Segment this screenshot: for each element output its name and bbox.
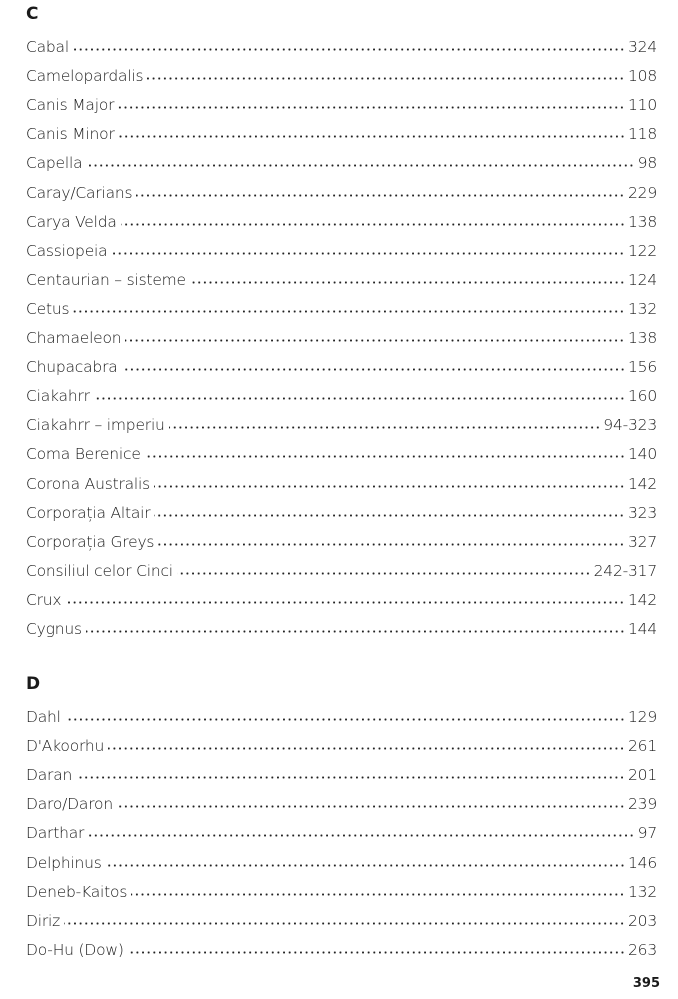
entry-page: 140 (628, 445, 657, 464)
dot-leader (65, 592, 625, 604)
index-entry (26, 697, 657, 726)
dot-leader (177, 563, 591, 575)
entry-name: Diriz (26, 911, 61, 930)
dot-leader (136, 185, 625, 197)
index-entry (26, 872, 657, 901)
index-entry (26, 434, 657, 463)
dot-leader (64, 913, 625, 925)
entry-name: Caray/Carians (26, 183, 133, 202)
dot-leader (125, 330, 625, 342)
dot-leader (65, 709, 625, 721)
entry-page: 138 (628, 212, 657, 231)
page-number: 395 (632, 976, 660, 991)
entry-name: Cabal (26, 38, 69, 57)
entry-page: 201 (628, 766, 657, 785)
entry-name: Ciakahrr – imperiu (26, 416, 165, 435)
dot-leader (119, 126, 625, 138)
entry-name: Corporația Altair (26, 503, 151, 522)
index-entry (26, 376, 657, 405)
entry-name: Deneb-Kaitos (26, 882, 128, 901)
entry-page: 229 (628, 183, 657, 202)
entry-page: 144 (628, 619, 657, 638)
dot-leader (73, 39, 625, 51)
entry-page: 132 (628, 882, 657, 901)
index-entry (26, 347, 657, 376)
entry-page: 142 (628, 590, 657, 609)
index-entry (26, 522, 657, 551)
entry-name: Daran (26, 766, 73, 785)
index-entry (26, 405, 657, 434)
entry-name: Coma Berenice (26, 445, 141, 464)
dot-leader (88, 825, 634, 837)
entry-name: Cygnus (26, 619, 82, 638)
entry-name: Capella (26, 154, 83, 173)
entry-name: Crux (26, 590, 62, 609)
entry-name: Dahl (26, 708, 61, 727)
section-heading-c: C (26, 4, 39, 24)
entry-page: 129 (628, 708, 657, 727)
dot-leader (128, 942, 625, 954)
entry-page: 94-323 (603, 416, 657, 435)
dot-leader (154, 476, 625, 488)
dot-leader (76, 767, 625, 779)
entry-name: Corporația Greys (26, 532, 155, 551)
entry-name: Chupacabra (26, 358, 118, 377)
dot-leader (117, 796, 625, 808)
dot-leader (111, 243, 625, 255)
dot-leader (121, 214, 625, 226)
entry-page: 108 (628, 67, 657, 86)
index-entry (26, 784, 657, 813)
dot-leader (118, 97, 625, 109)
index-entry (26, 289, 657, 318)
section-heading-d: D (26, 674, 41, 694)
entry-page: 324 (628, 38, 657, 57)
entry-page: 124 (628, 270, 657, 289)
index-entry (26, 493, 657, 522)
index-entry (26, 56, 657, 85)
dot-leader (94, 388, 625, 400)
index-entry (26, 114, 657, 143)
dot-leader (145, 446, 625, 458)
index-entry (26, 27, 657, 56)
entry-page: 118 (628, 125, 657, 144)
index-entry (26, 813, 657, 842)
index-entry (26, 726, 657, 755)
entry-page: 263 (628, 940, 657, 959)
entry-name: Delphinus (26, 853, 102, 872)
index-entry (26, 172, 657, 201)
entry-name: Cetus (26, 299, 70, 318)
entry-page: 203 (628, 911, 657, 930)
entry-name: Corona Australis (26, 474, 151, 493)
index-entry (26, 842, 657, 871)
entry-name: Carya Velda (26, 212, 117, 231)
entry-name: Canis Major (26, 96, 115, 115)
index-entry (26, 755, 657, 784)
dot-leader (122, 359, 625, 371)
index-list-c (26, 27, 657, 638)
dot-leader (108, 738, 625, 750)
index-entry (26, 202, 657, 231)
entry-page: 261 (628, 737, 657, 756)
entry-name: Do-Hu (Dow) (26, 940, 124, 959)
dot-leader (190, 272, 625, 284)
dot-leader (131, 884, 625, 896)
entry-page: 156 (628, 358, 657, 377)
entry-page: 132 (628, 299, 657, 318)
entry-name: Darthar (26, 824, 85, 843)
index-entry (26, 901, 657, 930)
index-entry (26, 580, 657, 609)
dot-leader (86, 621, 625, 633)
entry-page: 242-317 (593, 561, 657, 580)
index-list-d (26, 697, 657, 959)
entry-name: Ciakahrr (26, 387, 90, 406)
entry-name: D'Akoorhu (26, 737, 105, 756)
dot-leader (73, 301, 625, 313)
index-entry (26, 85, 657, 114)
dot-leader (158, 534, 625, 546)
entry-page: 98 (637, 154, 657, 173)
entry-page: 138 (628, 329, 657, 348)
index-entry (26, 143, 657, 172)
entry-page: 122 (628, 241, 657, 260)
dot-leader (154, 505, 625, 517)
index-entry (26, 463, 657, 492)
entry-page: 142 (628, 474, 657, 493)
entry-name: Camelopardalis (26, 67, 144, 86)
entry-page: 97 (637, 824, 657, 843)
dot-leader (147, 68, 625, 80)
entry-name: Centaurian – sisteme (26, 270, 186, 289)
entry-page: 239 (628, 795, 657, 814)
index-entry (26, 930, 657, 959)
entry-name: Canis Minor (26, 125, 115, 144)
entry-page: 146 (628, 853, 657, 872)
entry-name: Cassiopeia (26, 241, 108, 260)
dot-leader (86, 155, 634, 167)
entry-page: 160 (628, 387, 657, 406)
dot-leader (106, 855, 625, 867)
entry-name: Chamaeleon (26, 329, 122, 348)
index-entry (26, 318, 657, 347)
dot-leader (169, 417, 601, 429)
entry-page: 327 (628, 532, 657, 551)
entry-page: 110 (628, 96, 657, 115)
index-entry (26, 260, 657, 289)
index-entry (26, 609, 657, 638)
entry-name: Consiliul celor Cinci (26, 561, 173, 580)
entry-name: Daro/Daron (26, 795, 113, 814)
index-entry (26, 231, 657, 260)
index-entry (26, 551, 657, 580)
entry-page: 323 (628, 503, 657, 522)
